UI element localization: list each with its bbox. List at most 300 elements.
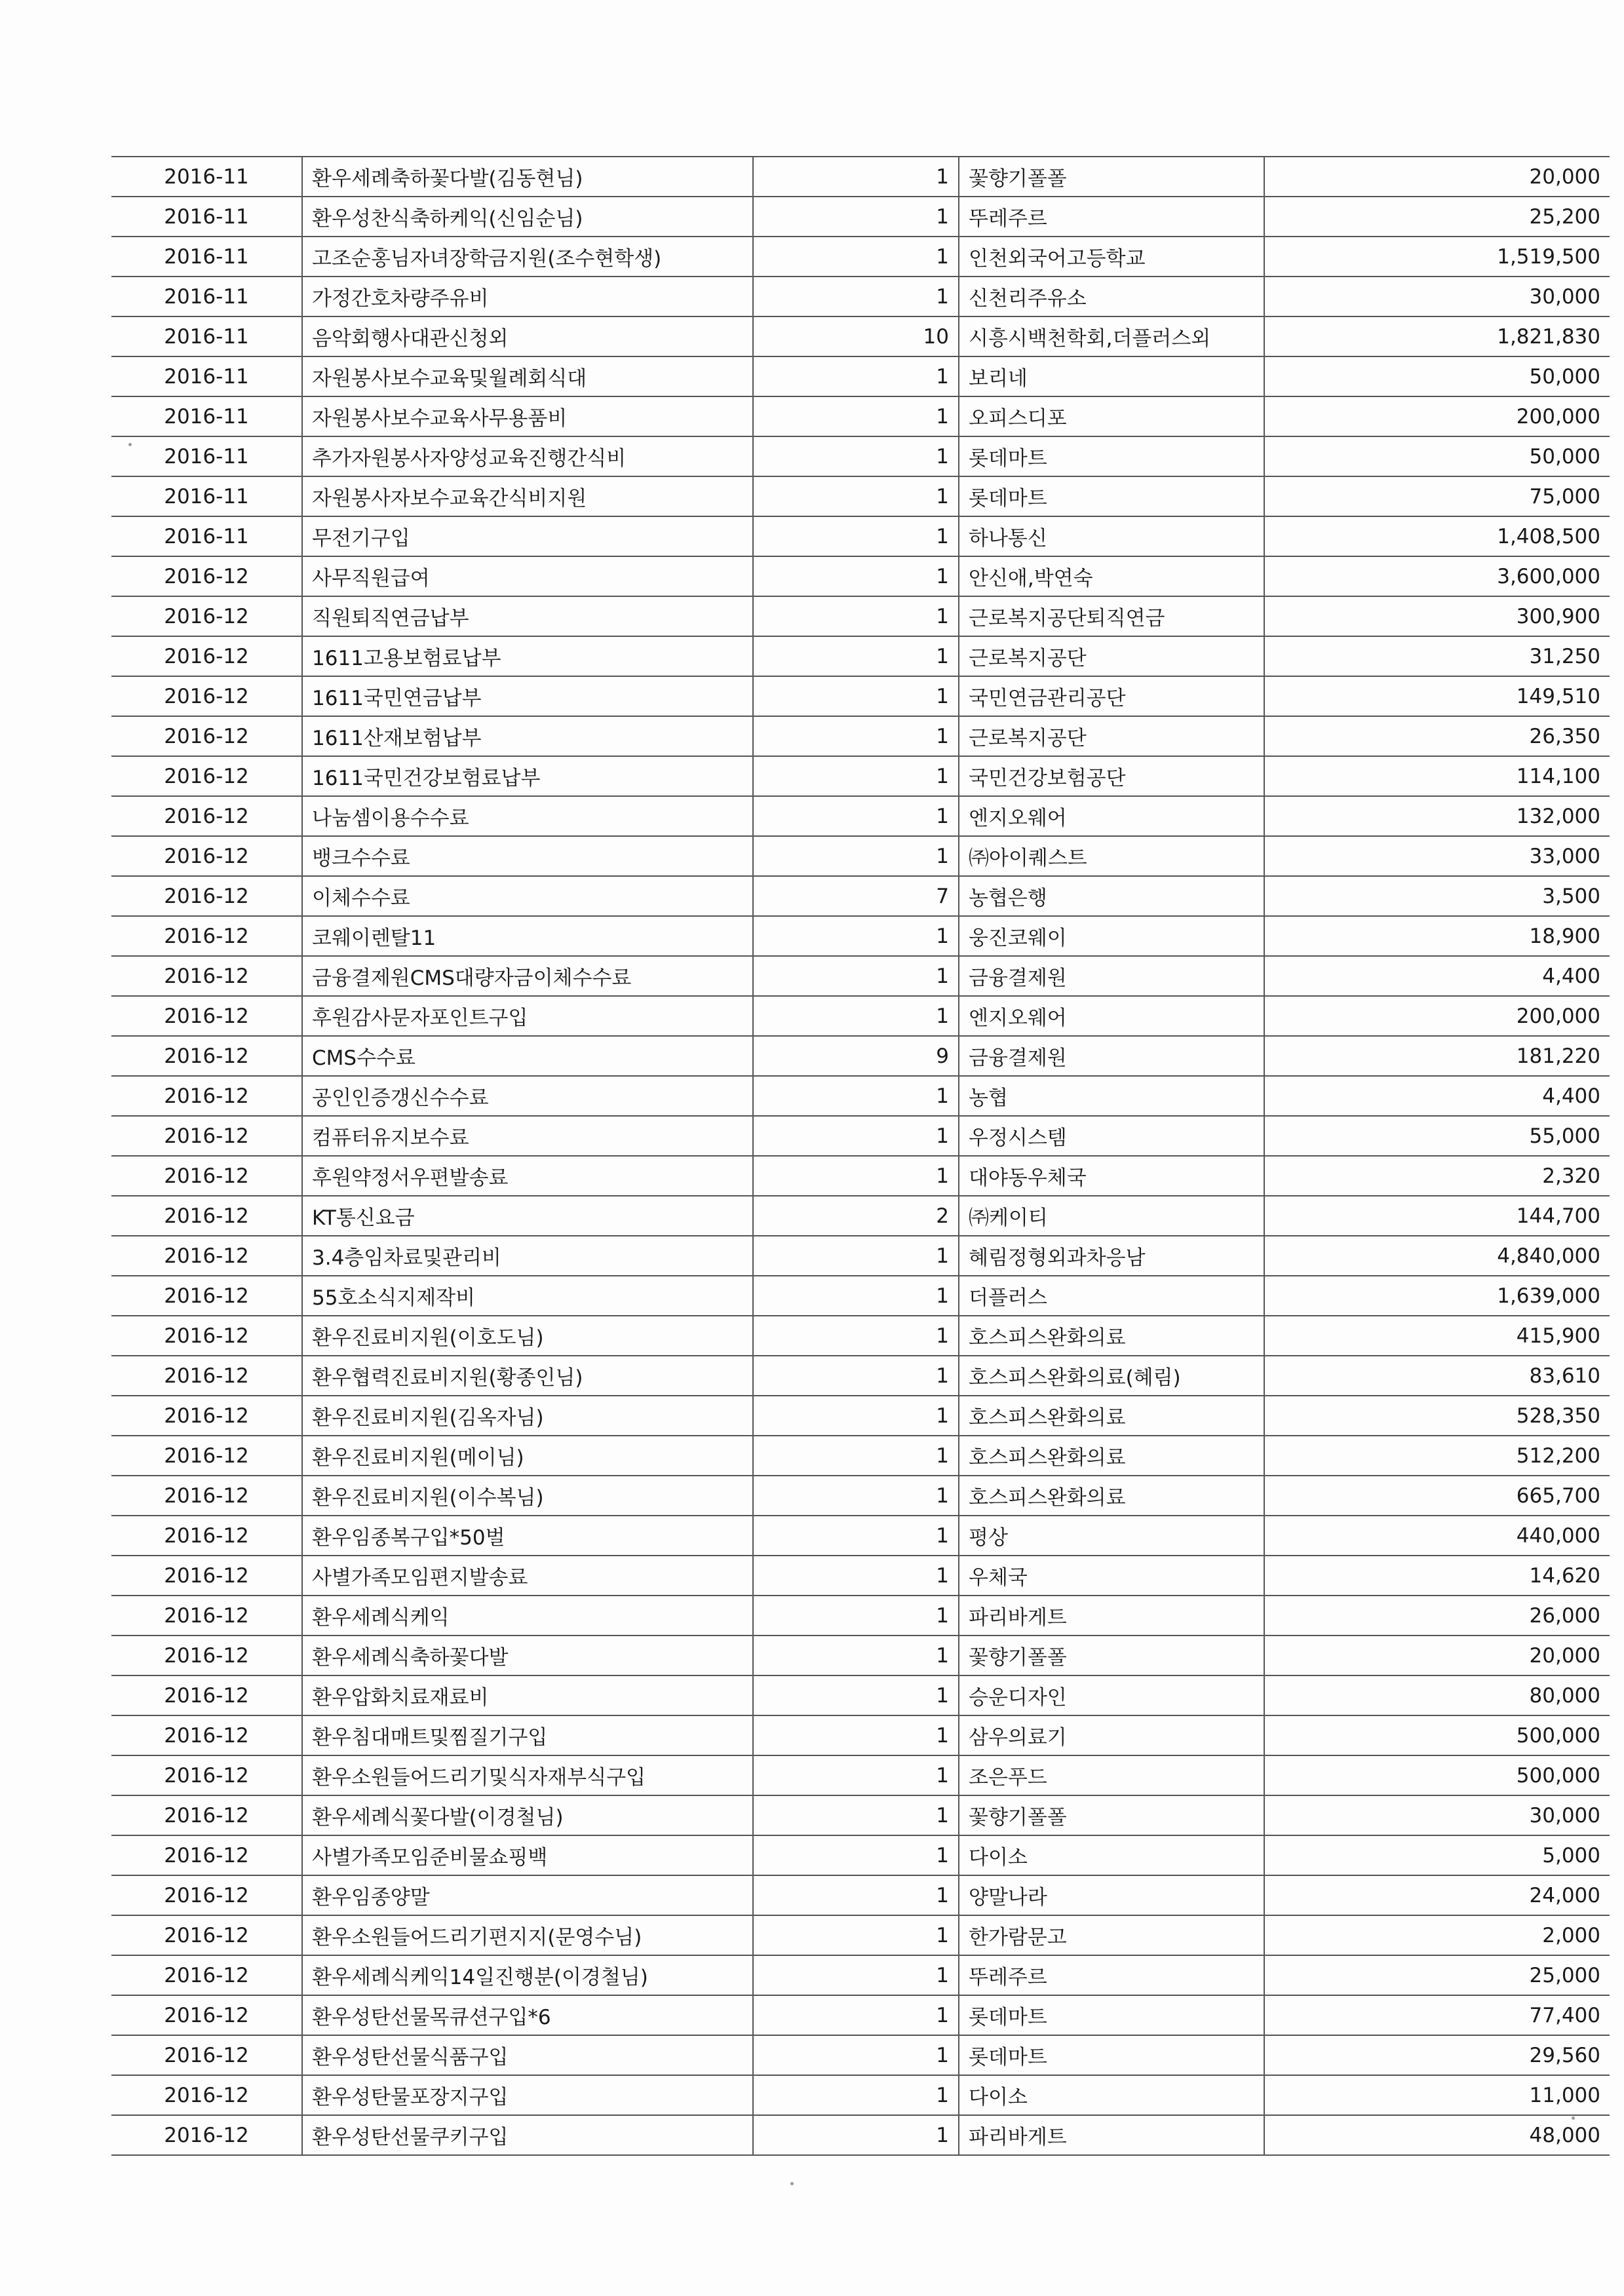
row-quantity: 1 [753, 1915, 959, 1955]
row-date: 2016-12 [111, 1196, 302, 1236]
row-amount: 2,000 [1264, 1915, 1610, 1955]
row-date: 2016-12 [111, 1915, 302, 1955]
row-amount: 144,700 [1264, 1196, 1610, 1236]
row-amount: 4,840,000 [1264, 1236, 1610, 1276]
table-row [111, 876, 1610, 916]
row-vendor: 호스피스완화의료 [959, 1436, 1264, 1476]
row-description: 추가자원봉사자양성교육진행간식비 [302, 436, 753, 476]
table-row [111, 277, 1610, 316]
table-row [111, 516, 1610, 556]
row-amount: 26,350 [1264, 716, 1610, 756]
row-description: KT통신요금 [302, 1196, 753, 1236]
row-vendor: 꽃향기폴폴 [959, 1795, 1264, 1835]
row-quantity: 1 [753, 197, 959, 237]
table-row [111, 796, 1610, 836]
row-date: 2016-12 [111, 1316, 302, 1356]
row-amount: 114,100 [1264, 756, 1610, 796]
row-vendor: 꽃향기폴폴 [959, 157, 1264, 197]
row-quantity: 1 [753, 2075, 959, 2115]
scan-speck [1572, 2116, 1575, 2120]
row-quantity: 1 [753, 1995, 959, 2035]
row-quantity: 1 [753, 476, 959, 516]
row-amount: 77,400 [1264, 1995, 1610, 2035]
row-description: 환우진료비지원(메이님) [302, 1436, 753, 1476]
row-quantity: 1 [753, 916, 959, 956]
row-date: 2016-12 [111, 1356, 302, 1396]
row-amount: 24,000 [1264, 1875, 1610, 1915]
row-vendor: 평상 [959, 1516, 1264, 1556]
row-vendor: 호스피스완화의료 [959, 1316, 1264, 1356]
row-quantity: 1 [753, 2035, 959, 2075]
row-amount: 18,900 [1264, 916, 1610, 956]
row-description: 컴퓨터유지보수료 [302, 1116, 753, 1156]
row-quantity: 1 [753, 956, 959, 996]
row-date: 2016-12 [111, 2075, 302, 2115]
row-vendor: 인천외국어고등학교 [959, 237, 1264, 277]
row-quantity: 1 [753, 1316, 959, 1356]
row-date: 2016-11 [111, 436, 302, 476]
row-description: 환우압화치료재료비 [302, 1675, 753, 1715]
row-vendor: 국민건강보험공단 [959, 756, 1264, 796]
row-amount: 132,000 [1264, 796, 1610, 836]
row-date: 2016-12 [111, 756, 302, 796]
row-amount: 1,639,000 [1264, 1276, 1610, 1316]
row-quantity: 1 [753, 1276, 959, 1316]
row-description: 직원퇴직연금납부 [302, 596, 753, 636]
table-row [111, 1196, 1610, 1236]
table-row [111, 1516, 1610, 1556]
row-date: 2016-12 [111, 1436, 302, 1476]
row-description: 환우세례축하꽃다발(김동현님) [302, 157, 753, 197]
row-quantity: 1 [753, 1156, 959, 1196]
row-description: 환우세례식축하꽃다발 [302, 1636, 753, 1675]
table-row [111, 316, 1610, 356]
row-amount: 3,500 [1264, 876, 1610, 916]
row-description: 환우성탄선물식품구입 [302, 2035, 753, 2075]
row-quantity: 1 [753, 2115, 959, 2155]
row-description: 환우침대매트및찜질기구입 [302, 1715, 753, 1755]
row-date: 2016-11 [111, 356, 302, 396]
row-date: 2016-12 [111, 596, 302, 636]
row-quantity: 1 [753, 636, 959, 676]
table-row [111, 396, 1610, 436]
row-vendor: 다이소 [959, 1835, 1264, 1875]
row-vendor: 시흥시백천학회,더플러스외 [959, 316, 1264, 356]
row-amount: 500,000 [1264, 1715, 1610, 1755]
scan-speck [790, 2182, 794, 2185]
table-row [111, 1316, 1610, 1356]
row-amount: 20,000 [1264, 157, 1610, 197]
row-description: 사별가족모임편지발송료 [302, 1556, 753, 1596]
row-vendor: 신천리주유소 [959, 277, 1264, 316]
row-vendor: 꽃향기폴폴 [959, 1636, 1264, 1675]
table-row [111, 1875, 1610, 1915]
row-vendor: 보리네 [959, 356, 1264, 396]
row-vendor: 우체국 [959, 1556, 1264, 1596]
row-quantity: 1 [753, 1755, 959, 1795]
row-date: 2016-12 [111, 1036, 302, 1076]
row-vendor: 근로복지공단 [959, 636, 1264, 676]
row-quantity: 1 [753, 1516, 959, 1556]
table-row [111, 1236, 1610, 1276]
row-amount: 20,000 [1264, 1636, 1610, 1675]
row-description: 1611고용보험료납부 [302, 636, 753, 676]
row-quantity: 1 [753, 556, 959, 596]
table-row [111, 2115, 1610, 2155]
table-row [111, 1116, 1610, 1156]
expense-ledger-table [111, 156, 1610, 2156]
row-vendor: 조은푸드 [959, 1755, 1264, 1795]
row-vendor: 금융결제원 [959, 1036, 1264, 1076]
row-amount: 4,400 [1264, 1076, 1610, 1116]
row-amount: 300,900 [1264, 596, 1610, 636]
row-description: 환우임종복구입*50벌 [302, 1516, 753, 1556]
row-quantity: 1 [753, 676, 959, 716]
table-row [111, 1436, 1610, 1476]
row-amount: 11,000 [1264, 2075, 1610, 2115]
row-date: 2016-12 [111, 1636, 302, 1675]
row-date: 2016-12 [111, 956, 302, 996]
row-date: 2016-12 [111, 1835, 302, 1875]
row-date: 2016-12 [111, 996, 302, 1036]
row-vendor: 엔지오웨어 [959, 996, 1264, 1036]
row-vendor: 호스피스완화의료(혜림) [959, 1356, 1264, 1396]
row-description: 나눔셈이용수수료 [302, 796, 753, 836]
row-vendor: 다이소 [959, 2075, 1264, 2115]
row-description: 환우성탄선물목큐션구입*6 [302, 1995, 753, 2035]
row-quantity: 7 [753, 876, 959, 916]
row-date: 2016-12 [111, 1116, 302, 1156]
table-row [111, 916, 1610, 956]
row-vendor: 한가람문고 [959, 1915, 1264, 1955]
row-description: CMS수수료 [302, 1036, 753, 1076]
row-quantity: 1 [753, 1875, 959, 1915]
row-vendor: ㈜아이퀘스트 [959, 836, 1264, 876]
row-description: 환우임종양말 [302, 1875, 753, 1915]
row-quantity: 2 [753, 1196, 959, 1236]
row-amount: 14,620 [1264, 1556, 1610, 1596]
row-quantity: 1 [753, 157, 959, 197]
row-date: 2016-11 [111, 476, 302, 516]
row-quantity: 1 [753, 1076, 959, 1116]
row-date: 2016-12 [111, 1556, 302, 1596]
row-quantity: 9 [753, 1036, 959, 1076]
table-row [111, 1755, 1610, 1795]
row-amount: 149,510 [1264, 676, 1610, 716]
row-description: 환우소원들어드리기편지지(문영수님) [302, 1915, 753, 1955]
row-date: 2016-12 [111, 1875, 302, 1915]
row-quantity: 1 [753, 796, 959, 836]
row-date: 2016-11 [111, 237, 302, 277]
row-amount: 5,000 [1264, 1835, 1610, 1875]
row-date: 2016-12 [111, 1076, 302, 1116]
row-amount: 83,610 [1264, 1356, 1610, 1396]
row-amount: 30,000 [1264, 277, 1610, 316]
row-date: 2016-12 [111, 716, 302, 756]
row-vendor: 농협 [959, 1076, 1264, 1116]
row-vendor: 파리바게트 [959, 2115, 1264, 2155]
row-vendor: 삼우의료기 [959, 1715, 1264, 1755]
row-date: 2016-12 [111, 1396, 302, 1436]
row-date: 2016-12 [111, 1795, 302, 1835]
table-row [111, 956, 1610, 996]
table-row [111, 1156, 1610, 1196]
row-description: 환우성탄선물쿠키구입 [302, 2115, 753, 2155]
row-quantity: 1 [753, 1715, 959, 1755]
row-amount: 665,700 [1264, 1476, 1610, 1516]
row-date: 2016-12 [111, 1755, 302, 1795]
row-description: 1611산재보험납부 [302, 716, 753, 756]
scan-speck [128, 443, 132, 446]
row-quantity: 1 [753, 1476, 959, 1516]
row-amount: 3,600,000 [1264, 556, 1610, 596]
row-date: 2016-12 [111, 1236, 302, 1276]
table-row [111, 756, 1610, 796]
row-quantity: 1 [753, 1835, 959, 1875]
row-description: 환우세례식케익14일진행분(이경철님) [302, 1955, 753, 1995]
row-amount: 25,200 [1264, 197, 1610, 237]
row-vendor: 혜림정형외과차응남 [959, 1236, 1264, 1276]
row-vendor: 롯데마트 [959, 476, 1264, 516]
row-date: 2016-12 [111, 1516, 302, 1556]
row-date: 2016-12 [111, 916, 302, 956]
row-description: 후원약정서우편발송료 [302, 1156, 753, 1196]
table-row [111, 1915, 1610, 1955]
row-vendor: 뚜레주르 [959, 197, 1264, 237]
table-row [111, 356, 1610, 396]
row-description: 환우협력진료비지원(황종인님) [302, 1356, 753, 1396]
row-description: 무전기구입 [302, 516, 753, 556]
row-description: 환우세례식꽃다발(이경철님) [302, 1795, 753, 1835]
table-row [111, 1276, 1610, 1316]
row-quantity: 1 [753, 596, 959, 636]
row-description: 이체수수료 [302, 876, 753, 916]
row-amount: 50,000 [1264, 436, 1610, 476]
row-quantity: 1 [753, 516, 959, 556]
row-vendor: 호스피스완화의료 [959, 1476, 1264, 1516]
row-amount: 528,350 [1264, 1396, 1610, 1436]
row-description: 환우진료비지원(이호도님) [302, 1316, 753, 1356]
row-date: 2016-12 [111, 1596, 302, 1636]
row-vendor: 호스피스완화의료 [959, 1396, 1264, 1436]
row-amount: 415,900 [1264, 1316, 1610, 1356]
table-row [111, 197, 1610, 237]
table-row [111, 1396, 1610, 1436]
row-amount: 1,519,500 [1264, 237, 1610, 277]
row-description: 후원감사문자포인트구입 [302, 996, 753, 1036]
row-amount: 33,000 [1264, 836, 1610, 876]
row-quantity: 1 [753, 1675, 959, 1715]
table-row [111, 476, 1610, 516]
row-amount: 31,250 [1264, 636, 1610, 676]
row-vendor: 금융결제원 [959, 956, 1264, 996]
row-amount: 2,320 [1264, 1156, 1610, 1196]
row-vendor: 파리바게트 [959, 1596, 1264, 1636]
row-amount: 181,220 [1264, 1036, 1610, 1076]
table-row [111, 1955, 1610, 1995]
row-date: 2016-11 [111, 316, 302, 356]
row-amount: 200,000 [1264, 396, 1610, 436]
row-vendor: 오피스디포 [959, 396, 1264, 436]
ledger-body [111, 157, 1610, 2155]
row-amount: 1,408,500 [1264, 516, 1610, 556]
row-vendor: 엔지오웨어 [959, 796, 1264, 836]
row-description: 고조순홍님자녀장학금지원(조수현학생) [302, 237, 753, 277]
row-description: 코웨이렌탈11 [302, 916, 753, 956]
table-row [111, 556, 1610, 596]
row-vendor: 근로복지공단 [959, 716, 1264, 756]
row-quantity: 1 [753, 1116, 959, 1156]
row-quantity: 1 [753, 1795, 959, 1835]
row-description: 1611국민연금납부 [302, 676, 753, 716]
row-quantity: 1 [753, 996, 959, 1036]
table-row [111, 237, 1610, 277]
row-vendor: 웅진코웨이 [959, 916, 1264, 956]
table-row [111, 596, 1610, 636]
row-description: 자원봉사자보수교육간식비지원 [302, 476, 753, 516]
row-vendor: 롯데마트 [959, 2035, 1264, 2075]
row-vendor: 안신애,박연숙 [959, 556, 1264, 596]
table-row [111, 1356, 1610, 1396]
row-date: 2016-12 [111, 1715, 302, 1755]
row-date: 2016-12 [111, 1675, 302, 1715]
row-amount: 30,000 [1264, 1795, 1610, 1835]
row-description: 가정간호차량주유비 [302, 277, 753, 316]
row-description: 공인인증갱신수수료 [302, 1076, 753, 1116]
row-date: 2016-12 [111, 876, 302, 916]
row-quantity: 10 [753, 316, 959, 356]
row-amount: 29,560 [1264, 2035, 1610, 2075]
table-row [111, 157, 1610, 197]
row-description: 환우소원들어드리기및식자재부식구입 [302, 1755, 753, 1795]
row-quantity: 1 [753, 716, 959, 756]
row-vendor: 근로복지공단퇴직연금 [959, 596, 1264, 636]
row-quantity: 1 [753, 1596, 959, 1636]
table-row [111, 716, 1610, 756]
row-description: 환우성탄물포장지구입 [302, 2075, 753, 2115]
row-description: 음악회행사대관신청외 [302, 316, 753, 356]
table-row [111, 636, 1610, 676]
table-row [111, 1636, 1610, 1675]
row-quantity: 1 [753, 1636, 959, 1675]
row-quantity: 1 [753, 756, 959, 796]
row-description: 자원봉사보수교육및월례회식대 [302, 356, 753, 396]
row-description: 55호소식지제작비 [302, 1276, 753, 1316]
row-amount: 4,400 [1264, 956, 1610, 996]
row-quantity: 1 [753, 836, 959, 876]
row-vendor: 뚜레주르 [959, 1955, 1264, 1995]
row-description: 3.4층임차료및관리비 [302, 1236, 753, 1276]
row-description: 1611국민건강보험료납부 [302, 756, 753, 796]
row-amount: 50,000 [1264, 356, 1610, 396]
table-row [111, 1835, 1610, 1875]
row-quantity: 1 [753, 1436, 959, 1476]
table-row [111, 676, 1610, 716]
row-quantity: 1 [753, 1356, 959, 1396]
row-description: 금융결제원CMS대량자금이체수수료 [302, 956, 753, 996]
row-date: 2016-12 [111, 796, 302, 836]
row-description: 환우세례식케익 [302, 1596, 753, 1636]
row-description: 환우진료비지원(이수복님) [302, 1476, 753, 1516]
row-quantity: 1 [753, 356, 959, 396]
table-row [111, 1556, 1610, 1596]
row-vendor: ㈜케이티 [959, 1196, 1264, 1236]
row-quantity: 1 [753, 396, 959, 436]
row-amount: 25,000 [1264, 1955, 1610, 1995]
table-row [111, 2075, 1610, 2115]
row-vendor: 우정시스템 [959, 1116, 1264, 1156]
row-vendor: 더플러스 [959, 1276, 1264, 1316]
row-amount: 440,000 [1264, 1516, 1610, 1556]
row-date: 2016-11 [111, 396, 302, 436]
table-row [111, 1675, 1610, 1715]
row-amount: 75,000 [1264, 476, 1610, 516]
row-vendor: 롯데마트 [959, 1995, 1264, 2035]
row-amount: 26,000 [1264, 1596, 1610, 1636]
row-date: 2016-12 [111, 556, 302, 596]
table-row [111, 2035, 1610, 2075]
row-amount: 55,000 [1264, 1116, 1610, 1156]
row-quantity: 1 [753, 237, 959, 277]
row-date: 2016-12 [111, 836, 302, 876]
row-date: 2016-12 [111, 1476, 302, 1516]
table-row [111, 836, 1610, 876]
row-vendor: 대야동우체국 [959, 1156, 1264, 1196]
row-vendor: 롯데마트 [959, 436, 1264, 476]
row-date: 2016-12 [111, 636, 302, 676]
row-date: 2016-11 [111, 197, 302, 237]
row-quantity: 1 [753, 1955, 959, 1995]
row-vendor: 양말나라 [959, 1875, 1264, 1915]
table-row [111, 1995, 1610, 2035]
table-row [111, 1476, 1610, 1516]
table-row [111, 1795, 1610, 1835]
row-amount: 48,000 [1264, 2115, 1610, 2155]
table-row [111, 436, 1610, 476]
row-description: 사별가족모임준비물쇼핑백 [302, 1835, 753, 1875]
row-amount: 1,821,830 [1264, 316, 1610, 356]
row-date: 2016-11 [111, 277, 302, 316]
row-quantity: 1 [753, 436, 959, 476]
row-amount: 200,000 [1264, 996, 1610, 1036]
row-description: 자원봉사보수교육사무용품비 [302, 396, 753, 436]
row-vendor: 국민연금관리공단 [959, 676, 1264, 716]
row-description: 뱅크수수료 [302, 836, 753, 876]
row-quantity: 1 [753, 1396, 959, 1436]
row-date: 2016-12 [111, 676, 302, 716]
table-row [111, 1036, 1610, 1076]
table-row [111, 1596, 1610, 1636]
row-description: 환우진료비지원(김옥자님) [302, 1396, 753, 1436]
row-description: 사무직원급여 [302, 556, 753, 596]
table-row [111, 1715, 1610, 1755]
row-date: 2016-11 [111, 157, 302, 197]
row-date: 2016-12 [111, 2035, 302, 2075]
row-quantity: 1 [753, 277, 959, 316]
row-amount: 512,200 [1264, 1436, 1610, 1476]
row-amount: 500,000 [1264, 1755, 1610, 1795]
row-quantity: 1 [753, 1236, 959, 1276]
table-row [111, 1076, 1610, 1116]
row-vendor: 하나통신 [959, 516, 1264, 556]
row-date: 2016-12 [111, 1955, 302, 1995]
row-description: 환우성찬식축하케익(신임순님) [302, 197, 753, 237]
row-date: 2016-11 [111, 516, 302, 556]
row-amount: 80,000 [1264, 1675, 1610, 1715]
row-quantity: 1 [753, 1556, 959, 1596]
row-date: 2016-12 [111, 1156, 302, 1196]
table-row [111, 996, 1610, 1036]
